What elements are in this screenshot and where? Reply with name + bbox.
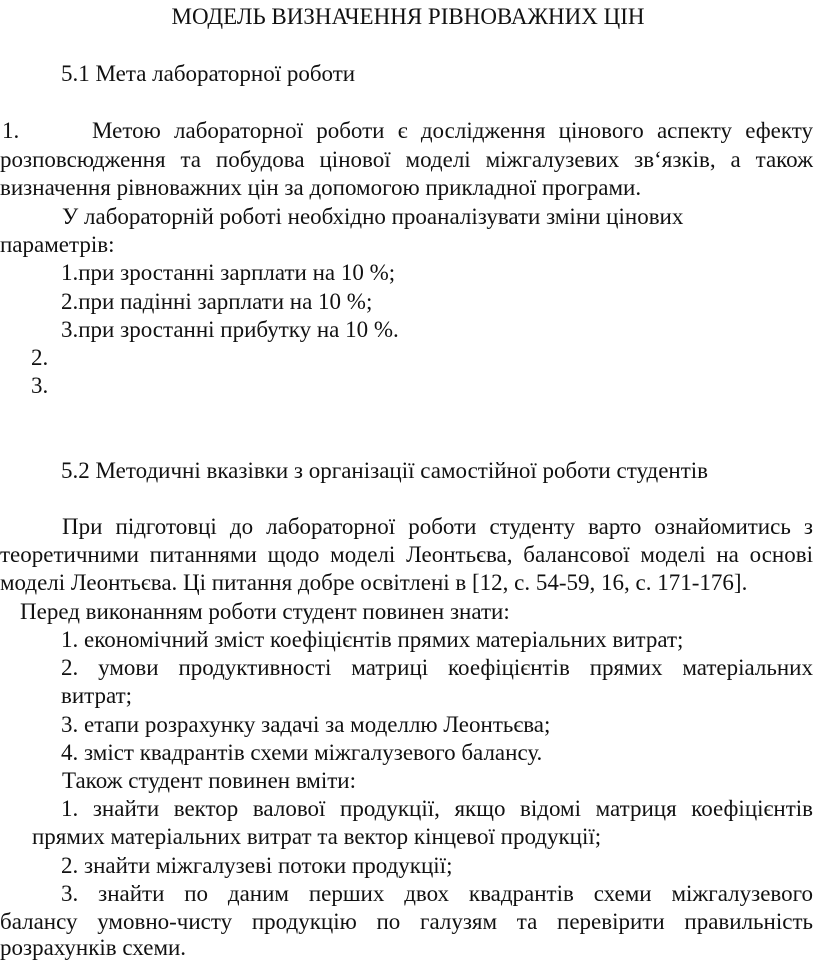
list-number: 3. <box>31 373 49 398</box>
section-heading-5-2: 5.2 Методичні вказівки з організації самостійної роботи студентів <box>61 458 709 483</box>
list-item-continuation: балансу умовно-чисту продукцію по галузям та перевірити правильність <box>0 909 813 934</box>
list-item: 2.при падінні зарплати на 10 %; <box>61 289 373 314</box>
paragraph-line: Перед виконанням роботи студент повинен знати: <box>20 599 510 624</box>
list-item: 2. знайти міжгалузеві потоки продукції; <box>61 853 453 878</box>
paragraph-line: Також студент повинен вміти: <box>62 768 357 793</box>
page-title: МОДЕЛЬ ВИЗНАЧЕННЯ РІВНОВАЖНИХ ЦІН <box>171 4 645 29</box>
paragraph-line: моделі Леонтьєва. Ці питання добре освітлені в [12, с. 54-59, 16, с. 171-176]. <box>0 570 748 595</box>
paragraph-line: розповсюдження та побудова цінової моделі міжгалузевих зв‘язків, а також <box>0 147 813 172</box>
list-item: 1. знайти вектор валової продукції, якщо відомі матриця коефіцієнтів <box>61 796 813 821</box>
list-item: 3.при зростанні прибутку на 10 %. <box>61 317 399 342</box>
list-item-continuation: прямих матеріальних витрат та вектор кінцевої продукції; <box>32 824 602 849</box>
paragraph-line: теоретичними питаннями щодо моделі Леонтьєва, балансової моделі на основі <box>0 542 813 567</box>
paragraph-number: 1. <box>2 118 20 143</box>
paragraph-line: параметрів: <box>0 232 115 257</box>
paragraph-line: визначення рівноважних цін за допомогою прикладної програми. <box>0 175 642 200</box>
list-item: 1. економічний зміст коефіцієнтів прямих матеріальних витрат; <box>61 627 684 652</box>
list-number: 2. <box>31 345 49 370</box>
paragraph-line: У лабораторній роботі необхідно проаналізувати зміни цінових <box>62 204 684 229</box>
list-item-continuation: розрахунків схеми. <box>0 935 187 960</box>
list-item: 4. зміст квадрантів схеми міжгалузевого балансу. <box>61 740 543 765</box>
list-item: 2. умови продуктивності матриці коефіцієнтів прямих матеріальних <box>61 655 813 680</box>
list-item: 3. знайти по даним перших двох квадрантів схеми міжгалузевого <box>61 881 813 906</box>
list-item: 1.при зростанні зарплати на 10 %; <box>61 260 396 285</box>
list-item-continuation: витрат; <box>61 683 133 708</box>
paragraph-line: При підготовці до лабораторної роботи студенту варто ознайомитись з <box>62 514 813 539</box>
section-heading-5-1: 5.1 Мета лабораторної роботи <box>61 61 356 86</box>
paragraph-line: Метою лабораторної роботи є дослідження цінового аспекту ефекту <box>92 118 813 143</box>
list-item: 3. етапи розрахунку задачі за моделлю Леонтьєва; <box>61 712 551 737</box>
